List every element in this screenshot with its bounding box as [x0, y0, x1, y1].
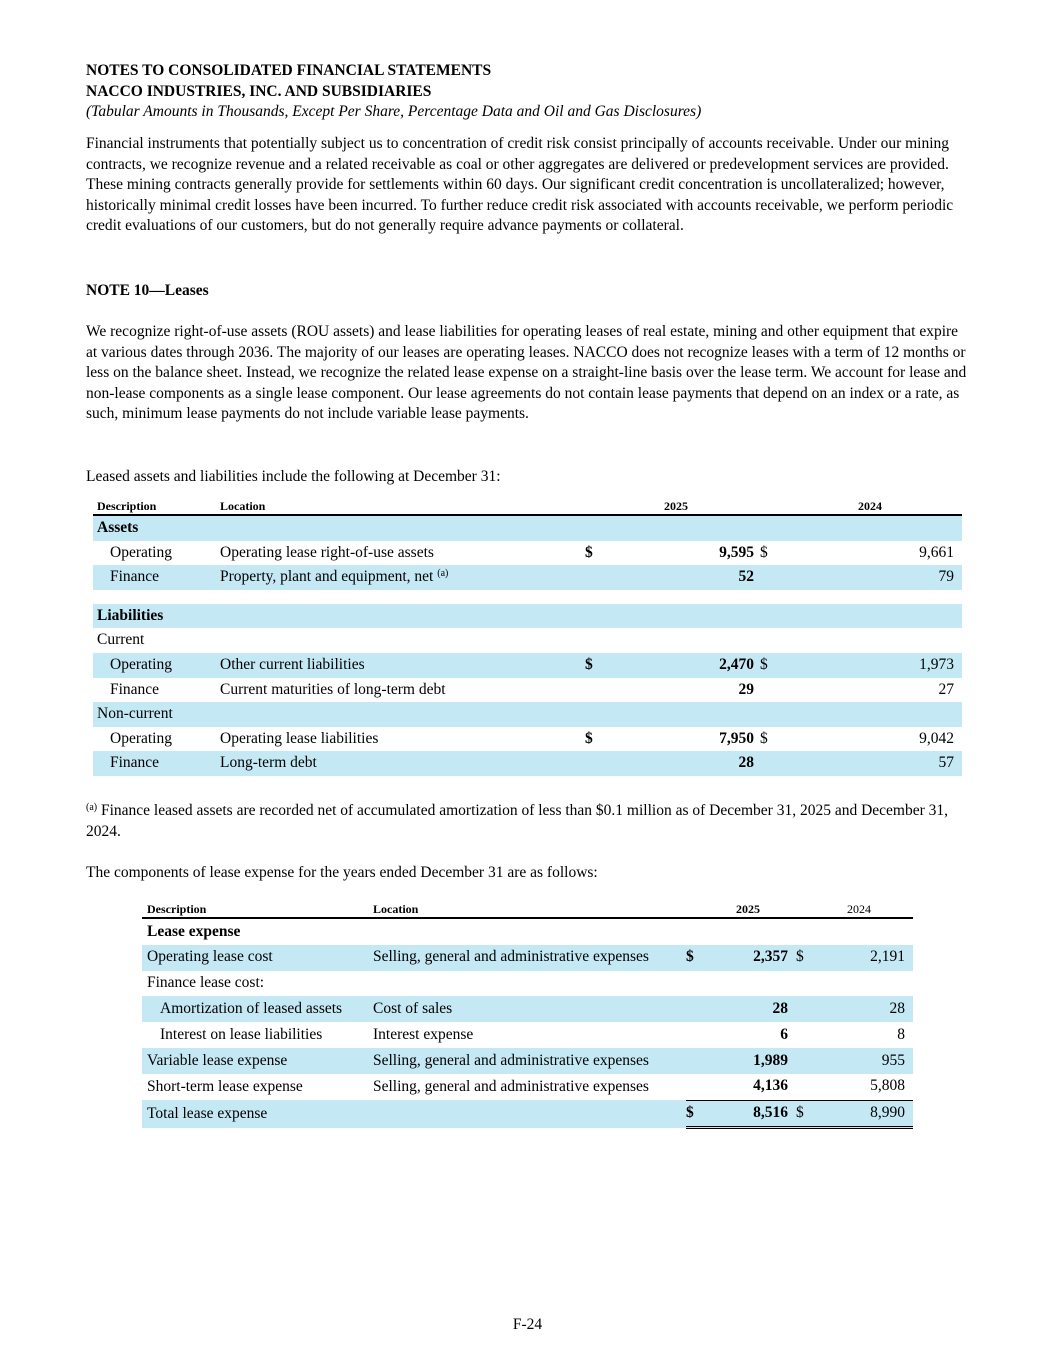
table-row: Finance lease cost: [147, 974, 265, 992]
section-label: Liabilities [93, 604, 220, 629]
footnote-text: Finance leased assets are recorded net of accumulated amortization of less than $0.1 million as of December 31, 2025 and December 31, 2024. [86, 802, 949, 840]
credit-risk-paragraph: Financial instruments that potentially subject us to concentration of credit risk consist principally of accounts receivable. Under our mining contracts, we recognize revenue and a related receivable as coal or other aggregates are delivered or predevelopment services are provided. These mining contracts generally provide for settlements within 60 days. Our significant credit concentration is uncollateralized; however, historically minimal credit losses have been incurred. To further reduce credit risk associated with accounts receivable, we perform periodic credit evaluations of our customers, but do not generally require advance payments or collateral. [86, 135, 954, 235]
table-row: Operating lease cost Selling, general and administrative expenses $ 2,357 $ 2,191 [142, 945, 913, 971]
leased-assets-liabilities-table [93, 496, 962, 776]
section-row-assets [93, 515, 962, 541]
footnote [86, 801, 972, 842]
page-number: F-24 [512, 1316, 543, 1333]
header-company: NACCO INDUSTRIES, INC. AND SUBSIDIARIES [86, 82, 432, 100]
col-header-location: Location [368, 899, 686, 918]
footnote-marker: (a) [437, 568, 449, 580]
note-title: NOTE 10—Leases [86, 282, 209, 299]
section-row-liabilities [93, 604, 962, 629]
table-row: Finance Property, plant and equipment, net $^{(a)}$ 52 79 [93, 565, 962, 590]
total-row: Total lease expense $ 8,516 $ 8,990 [142, 1100, 913, 1128]
table-row: Operating Other current liabilities $ 2,470 $ 1,973 [93, 653, 962, 678]
section-label: Lease expense [147, 922, 241, 940]
table1-intro: Leased assets and liabilities include the following at December 31: [86, 468, 501, 485]
table-row: Variable lease expense Selling, general and administrative expenses 1,989 955 [142, 1048, 913, 1074]
table-row: Operating Operating lease liabilities $ 7,950 $ 9,042 [110, 729, 954, 747]
col-header-2025: 2025 [706, 899, 796, 918]
col-header-description: Description [142, 899, 368, 918]
leases-paragraph: We recognize right-of-use assets (ROU assets) and lease liabilities for operating leases of real estate, mining and other equipment that expire at various dates through 2036. The majority of our leases are operating leases. NACCO does not recognize leases with a term of 12 months or less on the balance sheet. Instead, we recognize the related lease expense on a straight-line basis over the lease term. We account for lease and non-lease components as a single lease component. Our lease agreements do not contain lease payments that depend on an index or a rate, as such, minimum lease payments do not include variable lease payments. [86, 323, 967, 423]
section-label: Assets [93, 515, 220, 541]
lease-expense-table [142, 899, 913, 1129]
col-header-2025: 2025 [610, 496, 760, 515]
table-row: Short-term lease expense Selling, general and administrative expenses 4,136 5,808 [147, 1077, 905, 1095]
table-row: Amortization of leased assets Cost of sales 28 28 [142, 996, 913, 1022]
footnote-marker: (a) [86, 802, 98, 813]
header-subtitle: (Tabular Amounts in Thousands, Except Per Share, Percentage Data and Oil and Gas Disclosures) [86, 103, 702, 120]
table-row: Operating Operating lease right-of-use assets $ 9,595 $ 9,661 [110, 543, 954, 561]
col-header-description: Description [93, 496, 220, 515]
table-row: Interest on lease liabilities Interest expense 6 8 [160, 1025, 905, 1043]
table2-intro: The components of lease expense for the years ended December 31 are as follows: [86, 864, 598, 881]
section-row-lease-expense [142, 918, 913, 945]
col-header-location: Location [220, 496, 585, 515]
col-header-2024: 2024 [782, 496, 962, 515]
table-row: Finance Current maturities of long-term debt 29 27 [110, 680, 954, 698]
table-row: Finance Long-term debt 28 57 [93, 751, 962, 776]
subsection-row-noncurrent: Non-current [93, 702, 962, 727]
subsection-row-current: Current [97, 631, 145, 649]
page-header [86, 61, 972, 123]
col-header-2024: 2024 [816, 899, 913, 918]
header-title: NOTES TO CONSOLIDATED FINANCIAL STATEMENTS [86, 62, 492, 79]
